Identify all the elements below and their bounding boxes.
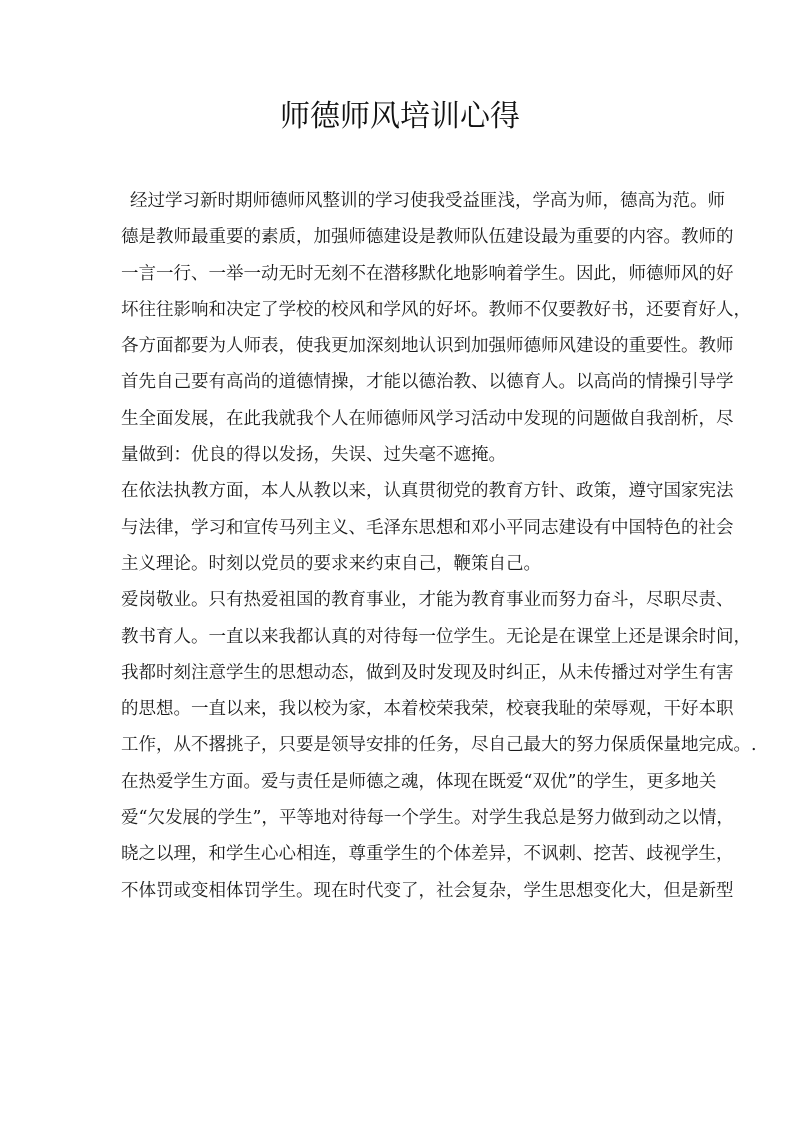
- paragraph-3-line-2: 教书育人。一直以来我都认真的对待每一位学生。无论是在课堂上还是课余时间，: [121, 626, 751, 647]
- paragraph-1-line-1: 经过学习新时期师德师风整训的学习使我受益匪浅，学高为师，德高为范。师: [130, 191, 725, 211]
- paragraph-1-line-5: 各方面都要为人师表，使我更加深刻地认识到加强师德师风建设的重要性。教师: [121, 336, 734, 357]
- paragraph-3-line-3: 我都时刻注意学生的思想动态，做到及时发现及时纠正，从未传播过对学生有害: [121, 662, 734, 683]
- paragraph-1-line-3: 一言一行、一举一动无时无刻不在潜移默化地影响着学生。因此，师德师风的好: [121, 263, 734, 284]
- paragraph-2-line-3: 主义理论。时刻以党员的要求来约束自己，鞭策自己。: [121, 553, 541, 574]
- paragraph-3-line-5: 工作，从不撂挑子，只要是领导安排的任务，尽自己最大的努力保质保量地完成。.: [121, 735, 757, 756]
- paragraph-4-line-1: 在热爱学生方面。爱与责任是师德之魂，体现在既爱“双优”的学生，更多地关: [121, 771, 717, 792]
- document-title: 师德师风培训心得: [280, 99, 520, 134]
- paragraph-1-line-2: 德是教师最重要的素质，加强师德建设是教师队伍建设最为重要的内容。教师的: [121, 227, 734, 248]
- paragraph-3-line-4: 的思想。一直以来，我以校为家，本着校荣我荣，校衰我耻的荣辱观，干好本职: [121, 699, 734, 720]
- paragraph-2-line-2: 与法律，学习和宣传马列主义、毛泽东思想和邓小平同志建设有中国特色的社会: [121, 517, 734, 538]
- paragraph-1-line-4: 坏往往影响和决定了学校的校风和学风的好坏。教师不仅要教好书，还要育好人，: [121, 299, 751, 320]
- document-body: [121, 183, 757, 909]
- paragraph-3-line-1: 爱岗敬业。只有热爱祖国的教育事业，才能为教育事业而努力奋斗，尽职尽责、: [121, 590, 734, 611]
- paragraph-1-line-6: 首先自己要有高尚的道德情操，才能以德治教、以德育人。以高尚的情操引导学: [121, 372, 734, 393]
- paragraph-4-line-2: 爱“欠发展的学生”，平等地对待每一个学生。对学生我总是努力做到动之以情，: [121, 808, 734, 829]
- paragraph-1-line-7: 生全面发展，在此我就我个人在师德师风学习活动中发现的问题做自我剖析，尽: [121, 408, 734, 429]
- paragraph-2-line-1: 在依法执教方面，本人从教以来，认真贯彻党的教育方针、政策，遵守国家宪法: [121, 481, 734, 502]
- paragraph-4-line-4: 不体罚或变相体罚学生。现在时代变了，社会复杂，学生思想变化大，但是新型: [121, 880, 734, 901]
- paragraph-1-line-8: 量做到：优良的得以发扬，失误、过失毫不遮掩。: [121, 445, 506, 466]
- paragraph-4-line-3: 晓之以理，和学生心心相连，尊重学生的个体差异，不讽刺、挖苦、歧视学生，: [121, 844, 734, 865]
